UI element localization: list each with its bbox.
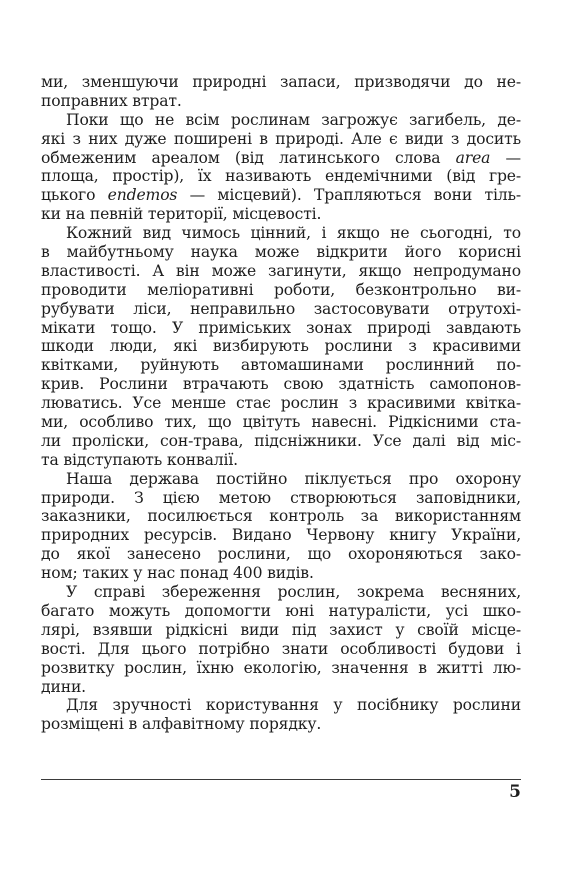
text-line: Наша держава постійно піклується про охорону [66,469,521,488]
text-line: цького endemos — місцевий). Трапляються вони тіль- [41,186,521,205]
paragraph [41,470,521,583]
text-line: площа, простір), їх називають ендемічними (від гре- [41,167,521,186]
text-line: мікати тощо. У приміських зонах природі завдають [41,318,521,337]
text-line: розміщені в алфавітному порядку. [41,715,322,734]
text-line: заказники, посилюється контроль за використанням [41,507,521,526]
text-line: в майбутньому наука може відкрити його корисні [41,243,521,262]
text-line: ном; таких у нас понад 400 видів. [41,564,314,583]
text-line: Кожний вид чимось цінний, і якщо не сьогодні, то [66,224,521,243]
text-line: лярі, взявши рідкісні види під захист у своїй місце- [41,620,521,639]
paragraph [41,224,521,470]
text-line: дини. [41,677,86,696]
text-line: природи. З цією метою створюються заповідники, [41,488,521,507]
text-line: рубувати ліси, неправильно застосовувати отрутохі- [41,299,521,318]
text-line: крив. Рослини втрачають свою здатність самопонов- [41,375,521,394]
text-line: люватись. Усе менше стає рослин з красивими квітка- [41,394,521,413]
text-line: багато можуть допомогти юні натуралісти, усі шко- [41,601,521,620]
text-line: ли проліски, сон-трава, підсніжники. Усе далі від міс- [41,431,521,450]
text-line: ки на певній території, місцевості. [41,205,322,224]
text-line: до якої занесено рослини, що охороняються зако- [41,545,521,564]
text-line: Для зручності користування у посібнику рослини [66,696,521,715]
text-line: властивості. А він може загинути, якщо непродумано [41,261,521,280]
text-line: У справі збереження рослин, зокрема весняних, [66,583,521,602]
text-line: поправних втрат. [41,91,182,110]
text-line: квітками, руйнують автомашинами рослинний по- [41,356,521,375]
paragraph [41,583,521,696]
text-line: вості. Для цього потрібно знати особливості будови і [41,639,521,658]
text-line: ми, особливо тих, що цвітуть навесні. Рідкісними ста- [41,413,521,432]
text-line: які з них дуже поширені в природі. Але є види з досить [41,129,521,148]
text-line: проводити меліоративні роботи, безконтрольно ви- [41,280,521,299]
paragraph [41,696,521,734]
text-line: розвитку рослин, їхню екологію, значення в житті лю- [41,658,521,677]
body-text [41,73,521,734]
text-line: ми, зменшуючи природні запаси, призводячи до не- [41,73,521,91]
footer-rule [41,779,521,780]
text-line: Поки що не всім рослинам загрожує загибель, де- [66,110,521,129]
paragraph [41,73,521,111]
text-line: та відступають конвалії. [41,450,238,469]
paragraph [41,111,521,224]
text-line: обмеженим ареалом (від латинського слова area — [41,148,521,167]
text-line: природних ресурсів. Видано Червону книгу України, [41,526,521,545]
text-line: шкоди люди, які визбирують рослини з красивими [41,337,521,356]
page-number: 5 [509,782,521,802]
